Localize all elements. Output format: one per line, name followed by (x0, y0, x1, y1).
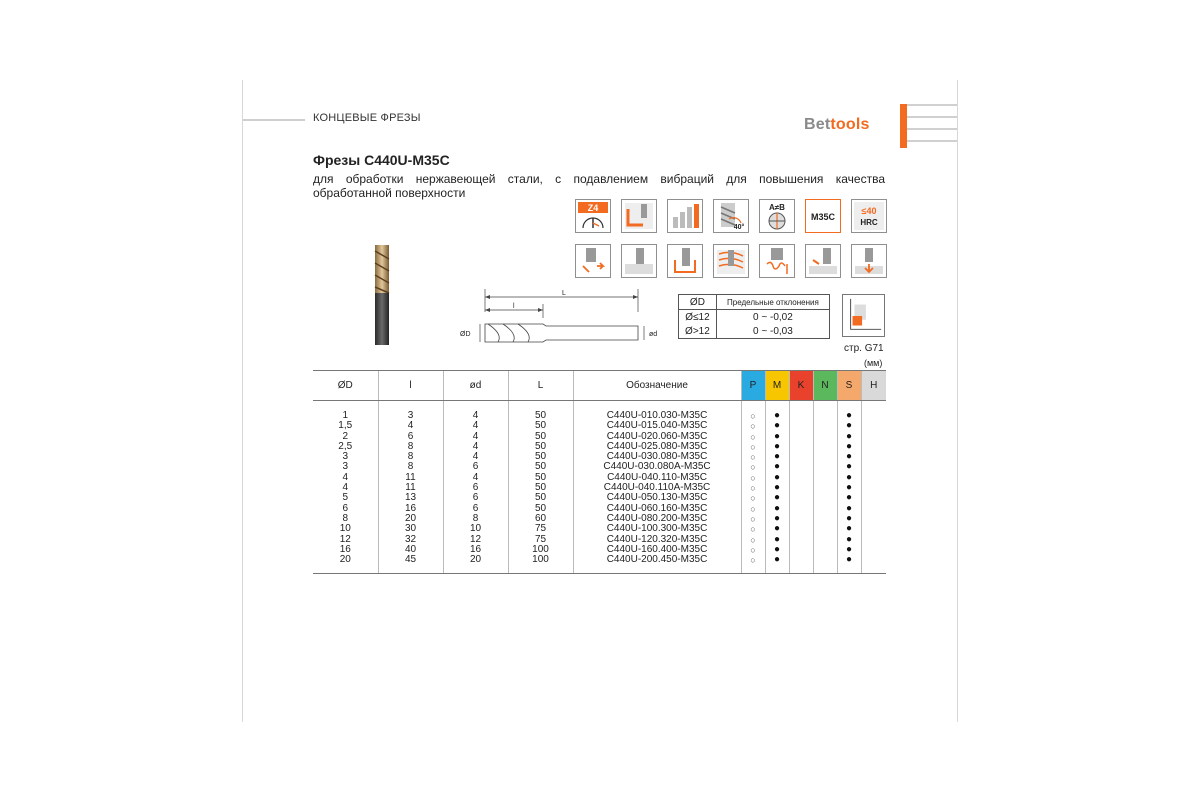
material-mark-cell: ● (837, 432, 861, 442)
material-mark-cell: ● (837, 473, 861, 483)
tolerance-cell: 0 ~ -0,03 (716, 324, 829, 339)
material-mark-cell (789, 473, 813, 483)
material-mark-cell: ● (765, 535, 789, 545)
material-mark-cell: ● (837, 514, 861, 524)
table-cell: C440U-040.110A-M35C (573, 483, 741, 493)
table-row (313, 504, 886, 514)
tolerance-table (678, 294, 830, 339)
table-cell: 8 (378, 462, 443, 472)
material-mark-cell: ○ (741, 535, 765, 545)
tolerance-cell: 0 ~ -0,02 (716, 310, 829, 325)
feature-icons-row-1 (575, 199, 887, 233)
material-mark-cell: ● (837, 462, 861, 472)
header-rule (243, 119, 305, 121)
material-mark-cell (861, 493, 886, 503)
table-cell: 3 (378, 411, 443, 421)
table-row (313, 524, 886, 534)
hardness-icon (851, 199, 887, 233)
table-cell: C440U-050.130-M35C (573, 493, 741, 503)
table-cell: 13 (378, 493, 443, 503)
material-mark-cell (789, 421, 813, 431)
material-mark-cell (789, 555, 813, 565)
material-h-header: H (861, 371, 886, 401)
material-mark-cell (861, 483, 886, 493)
material-mark-cell: ● (765, 462, 789, 472)
section-title: КОНЦЕВЫЕ ФРЕЗЫ (313, 112, 421, 124)
table-cell: C440U-030.080-M35C (573, 452, 741, 462)
material-mark-cell: ○ (741, 493, 765, 503)
svg-text:≤40: ≤40 (861, 206, 877, 216)
product-description: для обработки нержавеющей стали, с подавлением вибраций для повышения качества обработанной поверхности (313, 172, 885, 200)
side-entry-icon (805, 244, 841, 278)
table-row (313, 535, 886, 545)
material-mark-cell: ● (837, 545, 861, 555)
header-stripe (907, 116, 957, 118)
table-cell: C440U-120.320-M35C (573, 535, 741, 545)
table-cell: 75 (508, 535, 573, 545)
material-mark-cell: ● (837, 555, 861, 565)
table-cell: 6 (443, 462, 508, 472)
table-cell: C440U-025.080-M35C (573, 442, 741, 452)
material-mark-cell: ○ (741, 524, 765, 534)
table-cell: 6 (342, 502, 349, 514)
table-cell: 100 (508, 545, 573, 555)
table-header-row (313, 371, 886, 401)
feature-icons-row-2 (575, 244, 887, 278)
table-cell: 12 (443, 535, 508, 545)
material-mark-cell (789, 535, 813, 545)
table-cell: 4 (443, 411, 508, 421)
material-mark-cell (813, 473, 837, 483)
pocket-milling-icon (667, 244, 703, 278)
material-mark-cell (789, 493, 813, 503)
product-table (313, 370, 886, 574)
table-cell: 50 (508, 473, 573, 483)
column-header: l (378, 371, 443, 401)
page-border-right (957, 80, 958, 722)
table-cell: C440U-080.200-M35C (573, 514, 741, 524)
table-cell: 20 (443, 555, 508, 565)
table-cell: 5 (342, 492, 349, 504)
end-mill-image (370, 243, 394, 347)
header-stripe (907, 104, 957, 106)
table-cell: 1 (342, 410, 349, 421)
table-cell: 4 (443, 432, 508, 442)
column-header: ØD (313, 371, 378, 401)
material-mark-cell: ● (837, 493, 861, 503)
accent-bar (900, 104, 907, 148)
table-cell: 3 (342, 461, 349, 473)
svg-text:L: L (562, 290, 566, 297)
unequal-pitch-icon (759, 199, 795, 233)
table-cell: 16 (443, 545, 508, 555)
material-mark-cell (813, 524, 837, 534)
product-title: Фрезы C440U-M35C (313, 152, 450, 168)
table-cell: 75 (508, 524, 573, 534)
table-cell: 50 (508, 493, 573, 503)
material-mark-cell (813, 535, 837, 545)
table-end (313, 565, 886, 574)
table-cell: 10 (339, 523, 351, 535)
table-row (313, 493, 886, 503)
material-mark-cell (861, 514, 886, 524)
material-mark-cell (813, 452, 837, 462)
table-cell: 4 (342, 482, 349, 494)
side-milling-icon (575, 244, 611, 278)
material-mark-cell (789, 442, 813, 452)
material-m35c-icon (805, 199, 841, 233)
material-n-header: N (813, 371, 837, 401)
material-mark-cell (789, 483, 813, 493)
material-mark-cell: ○ (741, 442, 765, 452)
material-mark-cell (861, 411, 886, 421)
table-cell: 4 (342, 471, 349, 483)
material-mark-cell: ● (765, 452, 789, 462)
table-row (313, 442, 886, 452)
tolerance-header-deviation: Предельные отклонения (716, 295, 829, 310)
material-mark-cell: ● (765, 545, 789, 555)
table-cell: C440U-040.110-M35C (573, 473, 741, 483)
bar-steps-icon (667, 199, 703, 233)
svg-text:M35C: M35C (810, 212, 836, 222)
material-mark-cell (789, 452, 813, 462)
column-header: Обозначение (573, 371, 741, 401)
table-cell: C440U-100.300-M35C (573, 524, 741, 534)
material-mark-cell: ○ (741, 411, 765, 421)
svg-text:A≠B: A≠B (769, 203, 785, 212)
svg-text:HRC: HRC (860, 218, 878, 227)
material-mark-cell: ● (837, 452, 861, 462)
table-cell: C440U-030.080A-M35C (573, 462, 741, 472)
material-mark-cell (813, 442, 837, 452)
brand-logo: Bettools (804, 116, 870, 133)
unit-label: (мм) (864, 358, 883, 368)
material-mark-cell: ● (837, 421, 861, 431)
table-cell: 6 (443, 493, 508, 503)
material-mark-cell: ● (837, 483, 861, 493)
table-cell: 20 (378, 514, 443, 524)
table-cell: 4 (443, 473, 508, 483)
material-mark-cell: ○ (741, 432, 765, 442)
material-mark-cell (813, 483, 837, 493)
material-mark-cell (813, 555, 837, 565)
table-cell: C440U-060.160-M35C (573, 504, 741, 514)
material-mark-cell: ○ (741, 514, 765, 524)
material-mark-cell (861, 432, 886, 442)
material-mark-cell (813, 421, 837, 431)
table-cell: C440U-200.450-M35C (573, 555, 741, 565)
table-row (313, 452, 886, 462)
material-mark-cell: ● (765, 493, 789, 503)
material-mark-cell: ● (837, 442, 861, 452)
table-cell: 30 (378, 524, 443, 534)
material-mark-cell: ○ (741, 504, 765, 514)
tolerance-header-diameter: ØD (679, 295, 717, 310)
material-mark-cell (789, 514, 813, 524)
table-cell: 50 (508, 452, 573, 462)
table-cell: 50 (508, 432, 573, 442)
material-mark-cell (861, 535, 886, 545)
material-mark-cell (861, 421, 886, 431)
material-mark-cell (861, 545, 886, 555)
material-mark-cell: ● (765, 421, 789, 431)
material-mark-cell: ● (837, 504, 861, 514)
material-mark-cell: ○ (741, 483, 765, 493)
material-mark-cell: ● (765, 555, 789, 565)
page-border-left (242, 80, 243, 722)
table-cell: C440U-015.040-M35C (573, 421, 741, 431)
material-mark-cell: ● (765, 504, 789, 514)
table-cell: 11 (378, 473, 443, 483)
material-mark-cell: ● (837, 524, 861, 534)
svg-text:40°: 40° (733, 224, 745, 231)
material-mark-cell: ○ (741, 555, 765, 565)
table-cell: C440U-020.060-M35C (573, 432, 741, 442)
column-header: ød (443, 371, 508, 401)
material-mark-cell: ○ (741, 421, 765, 431)
material-s-header: S (837, 371, 861, 401)
material-mark-cell: ● (765, 432, 789, 442)
helical-plunge-icon (759, 244, 795, 278)
table-cell: 11 (378, 483, 443, 493)
table-cell: 10 (443, 524, 508, 534)
table-cell: 50 (508, 483, 573, 493)
table-cell: 1,5 (338, 420, 353, 432)
table-row (313, 555, 886, 565)
table-cell: C440U-010.030-M35C (573, 411, 741, 421)
table-cell: 6 (443, 483, 508, 493)
table-cell: 4 (443, 452, 508, 462)
slotting-icon (621, 244, 657, 278)
table-cell: 8 (342, 512, 349, 524)
table-cell: 16 (339, 543, 351, 555)
material-mark-cell: ● (765, 411, 789, 421)
table-cell: 2 (342, 430, 349, 442)
material-mark-cell (861, 504, 886, 514)
tolerance-cell: Ø>12 (679, 324, 717, 339)
table-row (313, 483, 886, 493)
svg-text:ØD: ØD (460, 331, 471, 338)
material-mark-cell (813, 514, 837, 524)
table-row (313, 473, 886, 483)
tolerance-cell: Ø≤12 (679, 310, 717, 325)
table-cell: 6 (443, 504, 508, 514)
material-mark-cell: ● (837, 535, 861, 545)
material-mark-cell (861, 555, 886, 565)
material-mark-cell (813, 504, 837, 514)
material-mark-cell (789, 462, 813, 472)
table-cell: 3 (342, 451, 349, 463)
table-row (313, 432, 886, 442)
helix-angle-icon (713, 199, 749, 233)
material-mark-cell: ● (765, 442, 789, 452)
material-mark-cell: ● (765, 514, 789, 524)
material-mark-cell: ● (837, 411, 861, 421)
table-cell: 2,5 (338, 440, 353, 452)
material-mark-cell: ● (765, 473, 789, 483)
material-mark-cell: ○ (741, 545, 765, 555)
table-cell: 8 (378, 452, 443, 462)
table-cell: 45 (378, 555, 443, 565)
table-cell: 4 (378, 421, 443, 431)
table-cell: 50 (508, 462, 573, 472)
svg-text:ød: ød (649, 331, 658, 338)
table-row (313, 421, 886, 431)
table-row (313, 462, 886, 472)
header-stripe (907, 140, 957, 142)
table-cell: 50 (508, 442, 573, 452)
table-cell: 32 (378, 535, 443, 545)
material-mark-cell (861, 442, 886, 452)
table-cell: C440U-160.400-M35C (573, 545, 741, 555)
material-mark-cell (789, 411, 813, 421)
material-mark-cell: ● (765, 524, 789, 534)
material-mark-cell (813, 545, 837, 555)
material-k-header: K (789, 371, 813, 401)
page-reference: стр. G71 (844, 343, 884, 354)
ramping-icon (713, 244, 749, 278)
table-cell: 16 (378, 504, 443, 514)
table-row (313, 545, 886, 555)
application-graph-icon (842, 294, 885, 337)
table-cell: 8 (443, 514, 508, 524)
table-row (313, 514, 886, 524)
material-mark-cell (861, 524, 886, 534)
corner-profile-icon (621, 199, 657, 233)
table-cell: 20 (339, 554, 351, 566)
table-cell: 50 (508, 411, 573, 421)
svg-text:Z4: Z4 (587, 203, 599, 213)
column-header: L (508, 371, 573, 401)
plunge-icon (851, 244, 887, 278)
table-cell: 60 (508, 514, 573, 524)
table-spacer (313, 401, 886, 412)
material-mark-cell: ○ (741, 452, 765, 462)
dimension-diagram (458, 286, 668, 348)
material-m-header: M (765, 371, 789, 401)
material-mark-cell (789, 504, 813, 514)
table-cell: 50 (508, 421, 573, 431)
material-mark-cell (813, 462, 837, 472)
material-p-header: P (741, 371, 765, 401)
material-mark-cell: ○ (741, 473, 765, 483)
table-cell: 8 (378, 442, 443, 452)
table-cell: 50 (508, 504, 573, 514)
material-mark-cell (861, 452, 886, 462)
table-cell: 100 (508, 555, 573, 565)
table-cell: 4 (443, 442, 508, 452)
material-mark-cell (813, 432, 837, 442)
table-cell: 6 (378, 432, 443, 442)
header-stripe (907, 128, 957, 130)
material-mark-cell (861, 473, 886, 483)
material-mark-cell (789, 524, 813, 534)
flutes-z4-icon (575, 199, 611, 233)
svg-text:l: l (513, 303, 515, 310)
material-mark-cell (789, 545, 813, 555)
material-mark-cell (813, 493, 837, 503)
material-mark-cell (813, 411, 837, 421)
table-cell: 4 (443, 421, 508, 431)
table-row (313, 411, 886, 421)
material-mark-cell (861, 462, 886, 472)
material-mark-cell: ○ (741, 462, 765, 472)
material-mark-cell (789, 432, 813, 442)
table-cell: 12 (339, 533, 351, 545)
table-cell: 40 (378, 545, 443, 555)
material-mark-cell: ● (765, 483, 789, 493)
